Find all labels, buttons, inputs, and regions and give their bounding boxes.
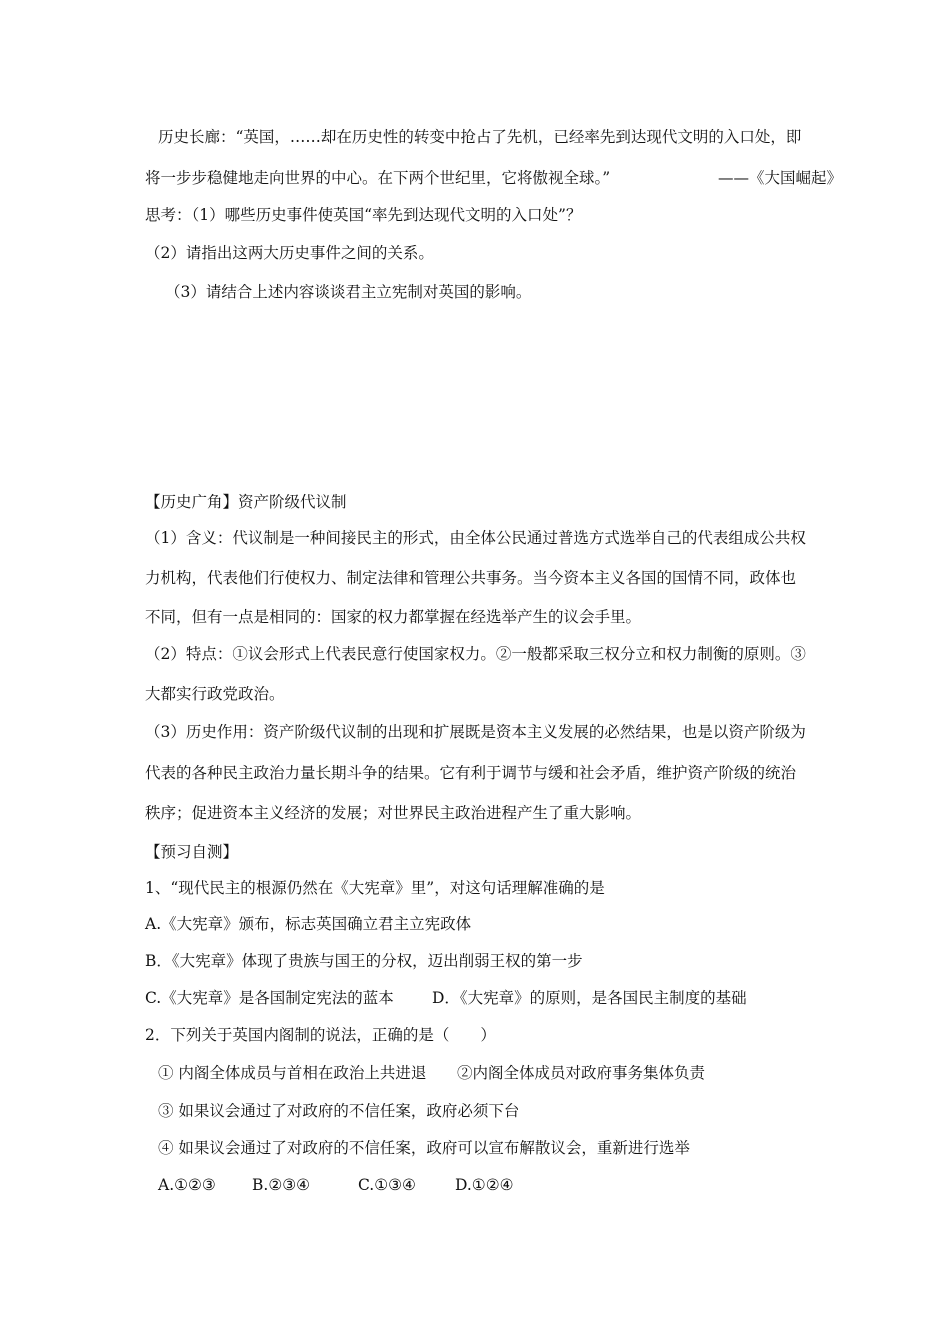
quiz-q1-option-d: D．《大宪章》的原则，是各国民主制度的基础 [432,989,747,1007]
think-question-3: （3）请结合上述内容谈谈君主立宪制对英国的影响。 [165,283,532,301]
quiz-heading: 【预习自测】 [145,843,239,861]
gallery-line-1: 历史长廊：“英国，……却在历史性的转变中抢占了先机，已经率先到达现代文明的入口处，即 [158,128,802,146]
think-question-2: （2）请指出这两大历史事件之间的关系。 [145,244,434,262]
quiz-q2-statement-1: ① 内阁全体成员与首相在政治上共进退 [158,1064,427,1082]
corner-p1-line-2: 力机构，代表他们行使权力、制定法律和管理公共事务。当今资本主义各国的国情不同，政体也 [145,569,797,587]
quiz-q2-statement-4: ④ 如果议会通过了对政府的不信任案，政府可以宣布解散议会，重新进行选举 [158,1139,690,1157]
quiz-q2-option-a: A.①②③ [158,1176,216,1194]
corner-p2-line-2: 大都实行政党政治。 [145,685,285,703]
quiz-q1-option-a: A.《大宪章》颁布，标志英国确立君主立宪政体 [145,915,472,933]
quiz-q2-statement-2: ②内阁全体成员对政府事务集体负责 [457,1064,706,1082]
quiz-q2-option-b: B.②③④ [252,1176,311,1194]
corner-p3-line-1: （3）历史作用：资产阶级代议制的出现和扩展既是资本主义发展的必然结果，也是以资产阶级为 [145,723,806,741]
think-question-1: 思考：（1）哪些历史事件使英国“率先到达现代文明的入口处”？ [145,206,582,224]
corner-p3-line-3: 秩序；促进资本主义经济的发展；对世界民主政治进程产生了重大影响。 [145,804,642,822]
corner-p2-line-1: （2）特点：①议会形式上代表民意行使国家权力。②一般都采取三权分立和权力制衡的原则。③ [145,645,806,663]
quiz-q1-option-c: C.《大宪章》是各国制定宪法的蓝本 [145,989,394,1007]
corner-p3-line-2: 代表的各种民主政治力量长期斗争的结果。它有利于调节与缓和社会矛盾，维护资产阶级的统治 [145,764,797,782]
gallery-line-2: 将一步步稳健地走向世界的中心。在下两个世纪里，它将傲视全球。” [145,169,611,187]
quiz-q2-option-c: C.①③④ [358,1176,416,1194]
quiz-q1-stem: 1、“现代民主的根源仍然在《大宪章》里”，对这句话理解准确的是 [145,879,605,897]
quiz-q2-option-d: D.①②④ [455,1176,514,1194]
quiz-q2-stem: 2．下列关于英国内阁制的说法，正确的是（ ） [145,1026,496,1044]
corner-p1-line-1: （1）含义：代议制是一种间接民主的形式，由全体公民通过普选方式选举自己的代表组成公共权 [145,529,806,547]
corner-p1-line-3: 不同，但有一点是相同的：国家的权力都掌握在经选举产生的议会手里。 [145,608,642,626]
quiz-q2-statement-3: ③ 如果议会通过了对政府的不信任案，政府必须下台 [158,1102,520,1120]
corner-heading: 【历史广角】资产阶级代议制 [145,493,347,511]
gallery-source: ——《大国崛起》 [718,169,843,187]
quiz-q1-option-b: B．《大宪章》体现了贵族与国王的分权，迈出削弱王权的第一步 [145,952,583,970]
